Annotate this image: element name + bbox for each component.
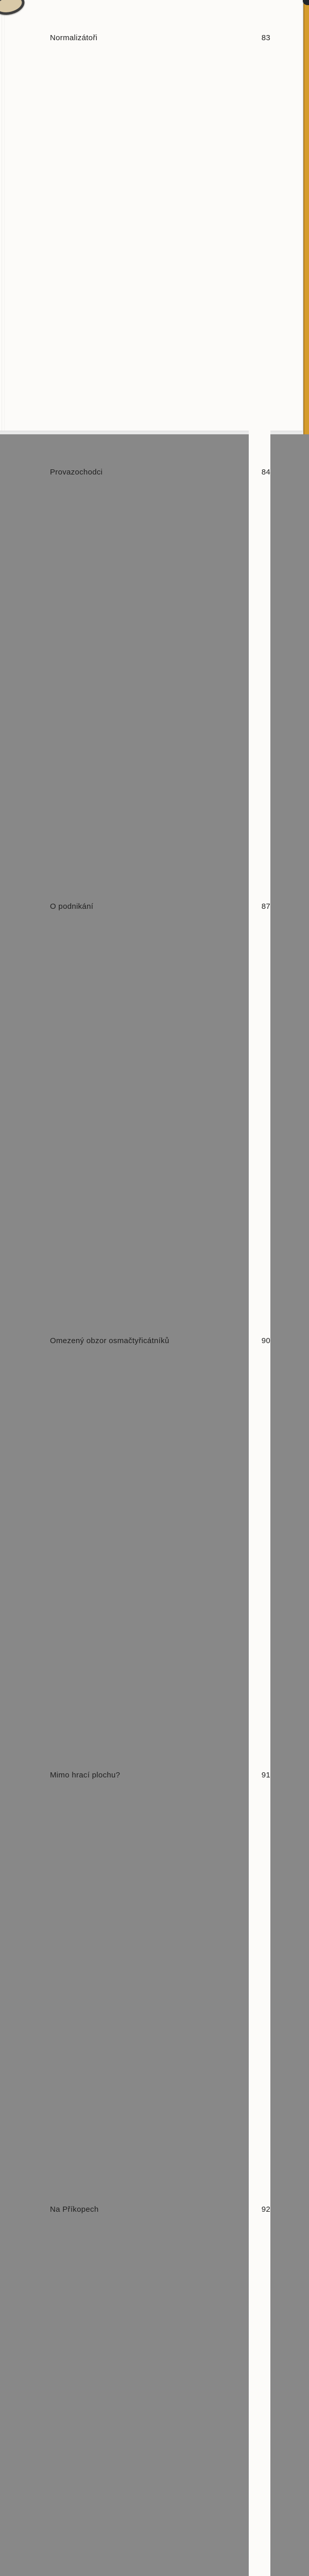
toc-entry-page: 84 xyxy=(249,467,270,902)
toc-entry xyxy=(50,1770,270,2205)
toc-section xyxy=(50,33,270,2576)
toc-entry-title: O podnikání xyxy=(50,902,94,911)
book-edge-strip xyxy=(303,0,309,434)
toc-entry xyxy=(50,902,270,1336)
toc-entry xyxy=(50,2205,270,2576)
toc-entry xyxy=(50,467,270,902)
toc-entry-title: Provazochodci xyxy=(50,468,103,477)
toc-entry-title: Mimo hrací plochu? xyxy=(50,1771,121,1780)
toc-entry xyxy=(50,33,270,467)
toc-entry-page: 83 xyxy=(249,33,270,467)
toc xyxy=(50,33,270,2576)
toc-entry-title: Normalizátoři xyxy=(50,33,98,42)
scan-crease-line xyxy=(4,0,5,434)
toc-entry-title: Omezený obzor osmačtyřicátníků xyxy=(50,1336,169,1345)
toc-entry-page: 90 xyxy=(249,1336,270,1770)
toc-entry-title: Na Příkopech xyxy=(50,2205,99,2214)
toc-entry-page: 92 xyxy=(249,2205,270,2576)
toc-entry-page: 91 xyxy=(249,1770,270,2205)
toc-entry-page: 87 xyxy=(249,902,270,1336)
toc-entry xyxy=(50,1336,270,1770)
